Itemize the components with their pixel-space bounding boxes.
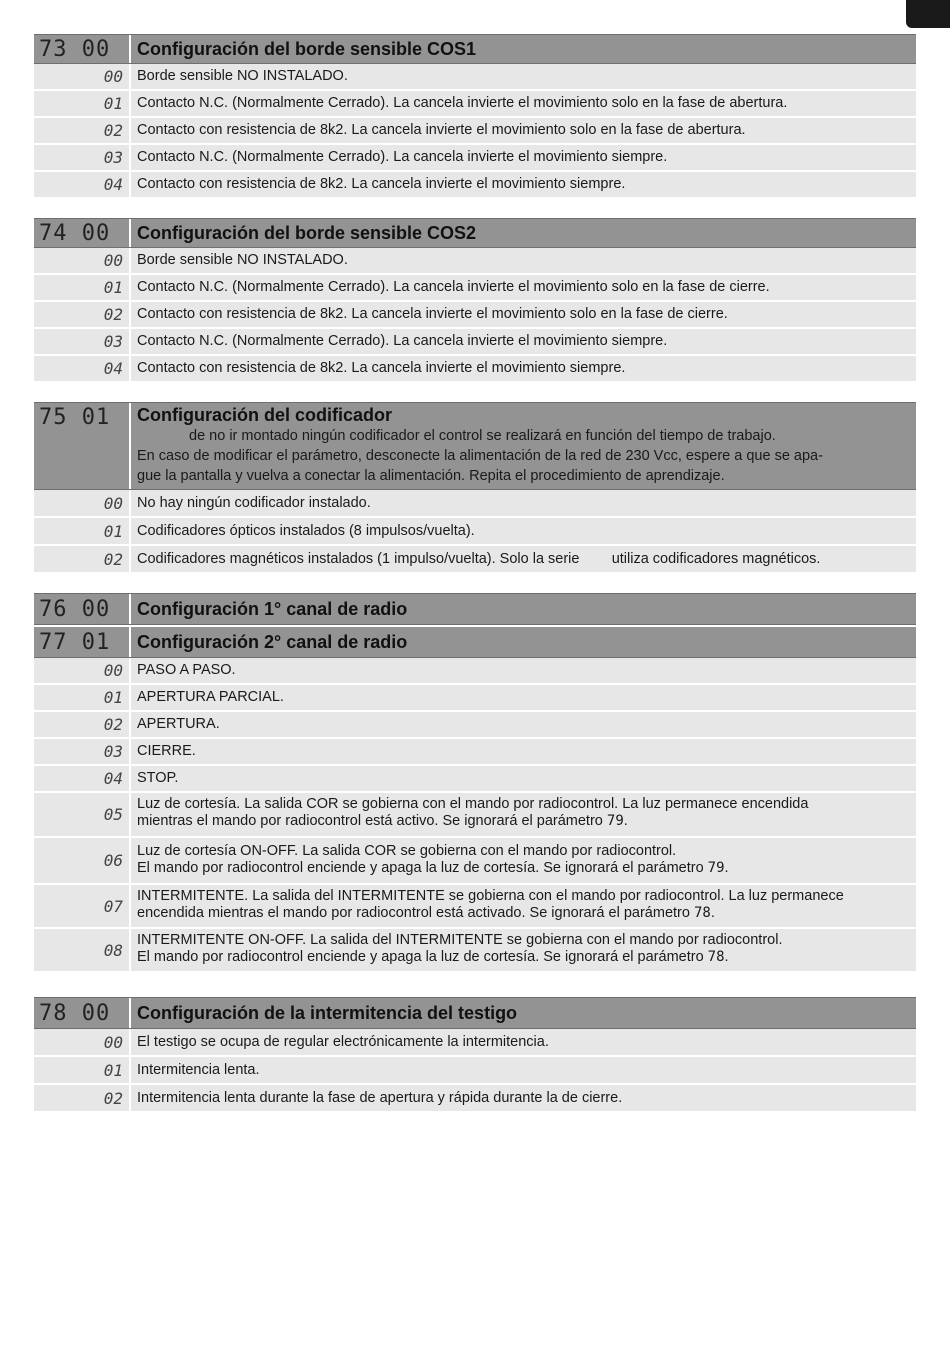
option-row (34, 329, 916, 356)
option-text: Codificadores magnéticos instalados (1 impulso/vuelta). Solo la serie utiliza codificadores magnéticos. (129, 546, 916, 572)
option-code: 02 (103, 715, 123, 734)
param-section-74 (34, 218, 916, 381)
option-text: mientras el mando por radiocontrol está activo. Se ignorará el parámetro (137, 813, 607, 829)
option-text: El testigo se ocupa de regular electrónicamente la intermitencia. (129, 1029, 916, 1055)
option-text-line2 (137, 949, 910, 966)
page-corner-tab (906, 0, 950, 28)
option-text: CIERRE. (129, 739, 916, 764)
option-row (34, 518, 916, 546)
option-row (34, 838, 916, 885)
param-section-76-77 (34, 593, 916, 971)
option-text: Contacto con resistencia de 8k2. La cancela invierte el movimiento solo en la fase de abertura. (129, 118, 916, 143)
option-row (34, 546, 916, 572)
option-text: Contacto N.C. (Normalmente Cerrado). La cancela invierte el movimiento siempre. (129, 145, 916, 170)
option-text: PASO A PASO. (129, 658, 916, 683)
option-text: Intermitencia lenta durante la fase de apertura y rápida durante la de cierre. (129, 1085, 916, 1111)
option-row (34, 766, 916, 793)
option-list (34, 658, 916, 971)
option-row (34, 356, 916, 381)
option-code: 00 (103, 1032, 123, 1052)
option-code: 00 (103, 493, 123, 513)
section-title: Configuración 1° canal de radio (129, 594, 916, 624)
option-row (34, 248, 916, 275)
option-code: 01 (103, 1060, 123, 1080)
option-text-block (129, 838, 916, 883)
option-text: Codificadores ópticos instalados (8 impulsos/vuelta). (129, 518, 916, 544)
option-code: 07 (103, 896, 123, 916)
option-code: 03 (103, 332, 123, 351)
section-title: Configuración de la intermitencia del testigo (129, 998, 916, 1028)
option-list (34, 490, 916, 572)
option-text: Contacto con resistencia de 8k2. La cancela invierte el movimiento siempre. (129, 356, 916, 381)
option-row (34, 685, 916, 712)
section-header (34, 402, 916, 490)
option-text-line2 (137, 813, 910, 830)
param-code: 75 01 (39, 405, 111, 430)
option-row (34, 64, 916, 91)
option-code: 04 (103, 769, 123, 788)
option-code: 01 (103, 688, 123, 707)
option-text-line2 (137, 860, 910, 877)
param-reference: 79 (707, 860, 725, 876)
option-row (34, 302, 916, 329)
option-row (34, 712, 916, 739)
option-row (34, 118, 916, 145)
option-code: 04 (103, 359, 123, 378)
param-code: 76 00 (39, 596, 111, 622)
option-row (34, 91, 916, 118)
param-section-73 (34, 34, 916, 197)
option-row (34, 1057, 916, 1085)
option-text: INTERMITENTE. La salida del INTERMITENTE se gobierna con el mando por radiocontrol. La luz permanece (137, 888, 844, 904)
option-code: 05 (103, 805, 123, 824)
option-row (34, 739, 916, 766)
section-header (34, 593, 916, 625)
option-list (34, 248, 916, 381)
option-text: encendida mientras el mando por radiocontrol está activado. Se ignorará el parámetro (137, 905, 694, 921)
option-text: No hay ningún codificador instalado. (129, 490, 916, 516)
option-text: Contacto con resistencia de 8k2. La cancela invierte el movimiento siempre. (129, 172, 916, 197)
option-row (34, 490, 916, 518)
section-title: Configuración del codificador (137, 405, 393, 425)
option-row (34, 145, 916, 172)
option-row (34, 929, 916, 971)
param-section-75 (34, 402, 916, 572)
param-code: 73 00 (39, 36, 111, 62)
option-row (34, 793, 916, 838)
option-text: Borde sensible NO INSTALADO. (129, 248, 916, 273)
option-text-line2 (137, 905, 910, 922)
option-text: Luz de cortesía ON-OFF. La salida COR se gobierna con el mando por radiocontrol. (137, 843, 677, 859)
section-header (34, 218, 916, 248)
option-code: 03 (103, 148, 123, 167)
section-title: Configuración del borde sensible COS1 (129, 35, 916, 63)
option-code: 06 (103, 851, 123, 870)
option-code: 04 (103, 175, 123, 194)
param-code: 78 00 (39, 1000, 111, 1026)
option-row (34, 172, 916, 197)
param-code: 74 00 (39, 220, 111, 246)
option-code: 00 (103, 661, 123, 680)
section-title-block (129, 403, 916, 489)
option-row (34, 885, 916, 929)
option-code: 02 (103, 121, 123, 140)
option-text-block (129, 793, 916, 836)
section-description-line: gue la pantalla y vuelva a conectar la alimentación. Repita el procedimiento de aprendizaje. (137, 468, 725, 484)
option-code: 02 (103, 1088, 123, 1108)
section-header (34, 625, 916, 658)
option-text: Borde sensible NO INSTALADO. (129, 64, 916, 89)
option-text: El mando por radiocontrol enciende y apaga la luz de cortesía. Se ignorará el parámetro (137, 860, 708, 876)
option-code: 03 (103, 742, 123, 761)
option-text-end: . (710, 905, 715, 921)
param-section-78 (34, 997, 916, 1111)
option-code: 01 (103, 521, 123, 541)
option-code: 01 (103, 278, 123, 297)
option-row (34, 658, 916, 685)
section-description-line: de no ir montado ningún codificador el control se realizará en función del tiempo de trabajo. (189, 428, 776, 444)
option-text: Contacto N.C. (Normalmente Cerrado). La cancela invierte el movimiento solo en la fase de abertura. (129, 91, 916, 116)
option-text-block (129, 885, 916, 927)
option-code: 02 (103, 305, 123, 324)
option-text: STOP. (129, 766, 916, 791)
option-text: Contacto con resistencia de 8k2. La cancela invierte el movimiento solo en la fase de cierre. (129, 302, 916, 327)
param-reference: 78 (707, 949, 725, 965)
option-code: 00 (103, 251, 123, 270)
option-code: 08 (103, 940, 123, 960)
option-text-end: . (724, 860, 729, 876)
option-text: APERTURA. (129, 712, 916, 737)
section-header (34, 997, 916, 1029)
param-reference: 79 (606, 813, 624, 829)
section-title: Configuración 2° canal de radio (129, 627, 916, 657)
param-code: 77 01 (39, 629, 111, 655)
option-text-end: . (724, 949, 729, 965)
option-text-block (129, 929, 916, 971)
section-header (34, 34, 916, 64)
section-description-line: En caso de modificar el parámetro, desconecte la alimentación de la red de 230 Vcc, espere a que se apa- (137, 448, 823, 464)
option-text: Luz de cortesía. La salida COR se gobierna con el mando por radiocontrol. La luz permanece encendida (137, 796, 809, 812)
option-text: Contacto N.C. (Normalmente Cerrado). La cancela invierte el movimiento siempre. (129, 329, 916, 354)
option-code: 02 (103, 549, 123, 569)
param-reference: 78 (693, 905, 711, 921)
option-row (34, 1085, 916, 1111)
option-text-end: . (623, 813, 628, 829)
option-code: 01 (103, 94, 123, 113)
option-list (34, 64, 916, 197)
option-row (34, 1029, 916, 1057)
option-text: Intermitencia lenta. (129, 1057, 916, 1083)
option-text: INTERMITENTE ON-OFF. La salida del INTERMITENTE se gobierna con el mando por radiocontrol. (137, 932, 783, 948)
option-text: APERTURA PARCIAL. (129, 685, 916, 710)
option-text: El mando por radiocontrol enciende y apaga la luz de cortesía. Se ignorará el parámetro (137, 949, 708, 965)
option-row (34, 275, 916, 302)
option-list (34, 1029, 916, 1111)
option-text: Contacto N.C. (Normalmente Cerrado). La cancela invierte el movimiento solo en la fase de cierre. (129, 275, 916, 300)
section-title: Configuración del borde sensible COS2 (129, 219, 916, 247)
option-code: 00 (103, 67, 123, 86)
